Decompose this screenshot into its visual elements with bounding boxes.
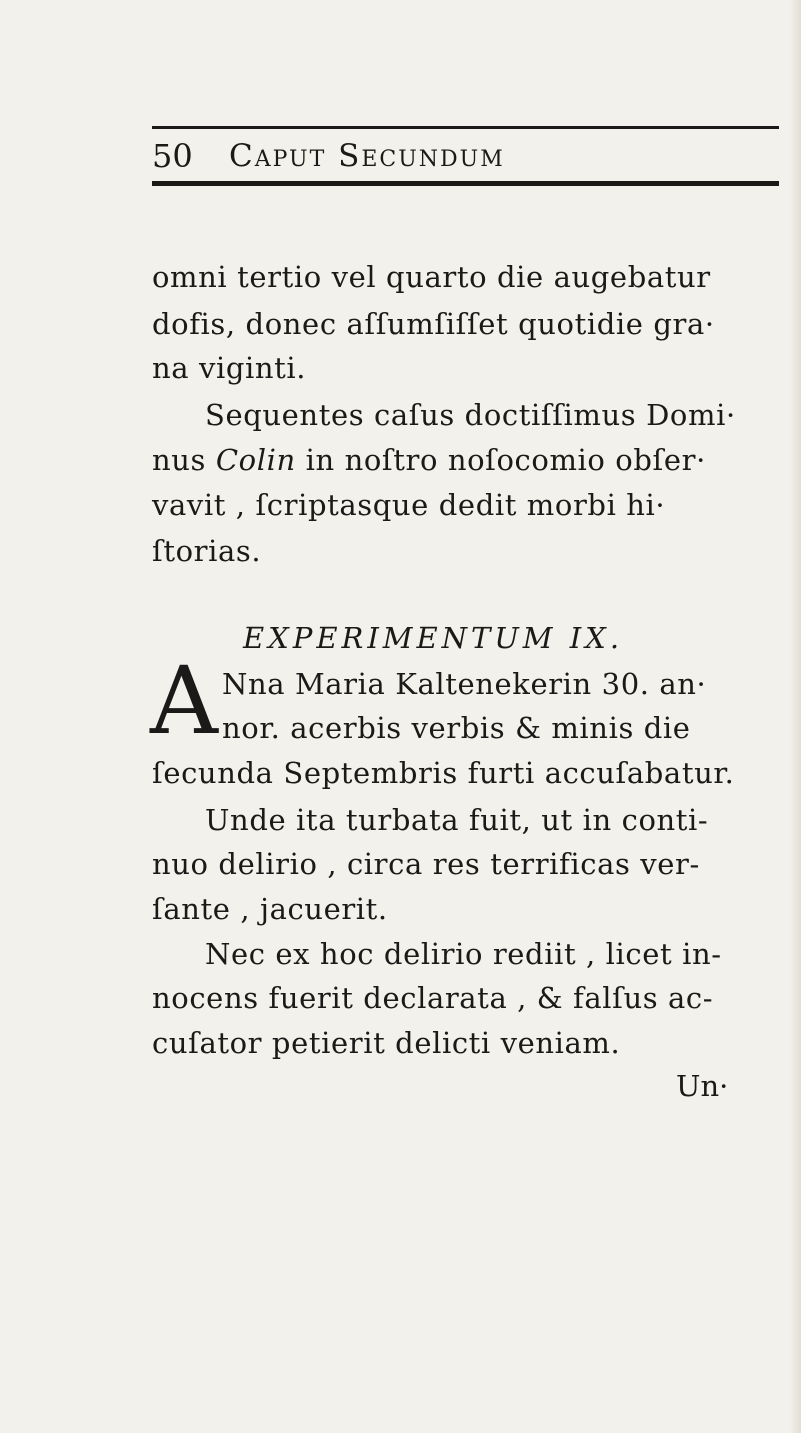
text-line: Unde ita turbata fuit, ut in conti- — [205, 803, 709, 837]
text-fragment: nus — [152, 443, 207, 477]
catchword: Un· — [676, 1069, 729, 1103]
person-name: Colin — [215, 443, 296, 477]
text-line: Nna Maria Kaltenekerin 30. an· — [222, 667, 707, 701]
section-title: EXPERIMENTUM IX. — [243, 621, 624, 655]
text-line: nocens fuerit declarata , & falſus ac- — [152, 981, 714, 1015]
page-header — [152, 136, 779, 178]
text-line: Sequentes caſus doctiſſimus Domi· — [205, 398, 736, 432]
page-edge — [789, 0, 801, 1433]
text-line: na viginti. — [152, 351, 307, 385]
page-number: 50 — [152, 137, 193, 175]
header-rule-top — [152, 126, 779, 129]
header-rule-bottom — [152, 181, 779, 186]
text-line: vavit , ſcriptasque dedit morbi hi· — [152, 488, 666, 522]
text-line: dofis, donec aſſumſiſſet quotidie gra· — [152, 307, 715, 341]
text-line-with-name — [152, 440, 706, 480]
drop-cap: A — [150, 647, 218, 756]
text-line: omni tertio vel quarto die augebatur — [152, 260, 711, 294]
text-line: nor. acerbis verbis & minis die — [222, 711, 691, 745]
text-line: ſecunda Septembris furti accuſabatur. — [152, 756, 735, 790]
running-head: Caput Secundum — [229, 138, 505, 174]
text-fragment: in noſtro noſocomio obſer· — [305, 443, 706, 477]
text-line: ſante , jacuerit. — [152, 892, 388, 926]
text-line: ſtorias. — [152, 534, 262, 568]
text-line: cuſator petierit delicti veniam. — [152, 1026, 621, 1060]
text-line: Nec ex hoc delirio rediit , licet in- — [205, 937, 722, 971]
text-line: nuo delirio , circa res terrificas ver- — [152, 847, 700, 881]
